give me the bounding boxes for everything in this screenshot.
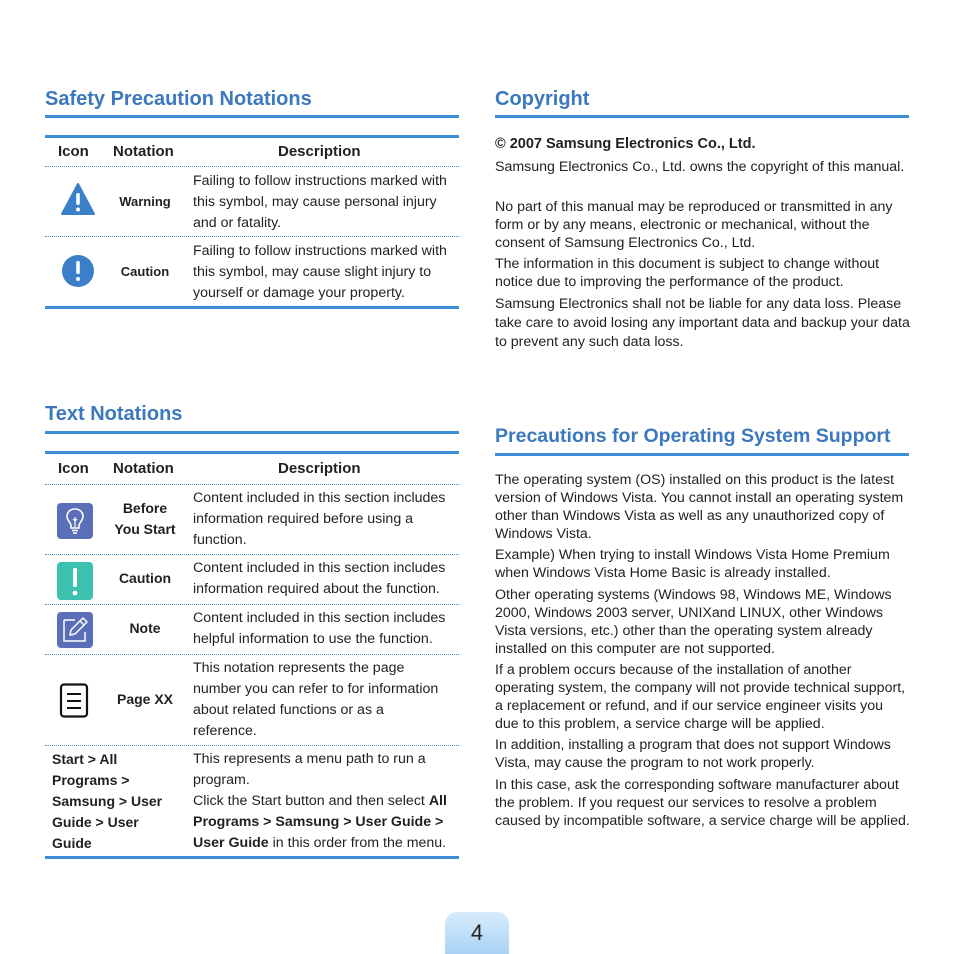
col-header-icon: Icon — [58, 143, 89, 160]
notation-caution-text: Caution — [118, 570, 172, 586]
page-xx-description: This notation represents the page number you can refer to for information about related functions or as a reference. — [193, 660, 439, 739]
notation-warning: Warning — [119, 194, 171, 209]
notation-note: Note — [129, 620, 161, 636]
row-divider — [45, 604, 459, 605]
menu-path-description: This represents a menu path to run a program. Click the Start button and then select All Programs > Samsung > User Guide > User Guide in this order from the menu. — [193, 751, 447, 851]
col-header-icon: Icon — [58, 460, 89, 477]
page-number: 4 — [445, 912, 509, 954]
title-rule — [45, 431, 459, 434]
copyright-heading: © 2007 Samsung Electronics Co., Ltd. — [495, 136, 756, 152]
lightbulb-icon — [57, 503, 93, 539]
warning-description: Failing to follow instructions marked with this symbol, may cause personal injury and or fatality. — [193, 173, 447, 231]
os-paragraph: In this case, ask the corresponding software manufacturer about the problem. If you request our services to resolve a problem caused by incompatible software, a service charge will be applied. — [495, 777, 910, 829]
caution-circle-icon — [61, 254, 95, 288]
os-support-section-title: Precautions for Operating System Support — [495, 425, 891, 447]
table-top-rule — [45, 451, 459, 454]
row-divider — [45, 745, 459, 746]
row-divider — [45, 236, 459, 237]
caution-text-description: Content included in this section includes information required about the function. — [193, 560, 446, 597]
os-paragraph: Example) When trying to install Windows Vista Home Premium when Windows Vista Home Basic is already installed. — [495, 547, 890, 581]
warning-triangle-icon — [61, 183, 95, 215]
note-description: Content included in this section includes helpful information to use the function. — [193, 610, 446, 647]
row-divider — [45, 654, 459, 655]
title-rule — [45, 115, 459, 118]
exclamation-icon — [57, 562, 93, 600]
caution-description: Failing to follow instructions marked with this symbol, may cause slight injury to yourself or damage your property. — [193, 243, 447, 301]
text-notations-title: Text Notations — [45, 403, 183, 425]
table-top-rule — [45, 135, 459, 138]
safety-section-title: Safety Precaution Notations — [45, 88, 312, 110]
col-header-description: Description — [278, 143, 361, 160]
os-paragraph: The operating system (OS) installed on this product is the latest version of Windows Vista. You cannot install an operating system other than Windows Vista as well as any unauthorized copy of Windows Vista. — [495, 472, 904, 542]
notation-menu-path: Start > All Programs > Samsung > User Guide > User Guide — [52, 751, 163, 851]
copyright-paragraph: Samsung Electronics Co., Ltd. owns the copyright of this manual. — [495, 159, 905, 175]
table-bottom-rule — [45, 306, 459, 309]
col-header-notation: Notation — [113, 143, 174, 160]
col-header-notation: Notation — [113, 460, 174, 477]
row-divider — [45, 554, 459, 555]
copyright-paragraph: No part of this manual may be reproduced or transmitted in any form or by any means, electronic or mechanical, without the consent of Samsung Electronics Co., Ltd. — [495, 199, 893, 251]
os-paragraph: If a problem occurs because of the installation of another operating system, the company will not provide technical support, a replacement or refund, and if our service engineer visits you due to this problem, a service charge will be applied. — [495, 662, 906, 732]
copyright-section-title: Copyright — [495, 88, 590, 110]
copyright-paragraph: Samsung Electronics shall not be liable for any data loss. Please take care to avoid losing any important data and backup your data to prevent any such data loss. — [495, 296, 910, 350]
notation-before-you-start: Before You Start — [114, 500, 176, 537]
notation-caution: Caution — [120, 264, 170, 279]
os-paragraph: In addition, installing a program that does not support Windows Vista, may cause the program to not work properly. — [495, 737, 891, 771]
notation-page-xx: Page XX — [116, 691, 174, 707]
col-header-description: Description — [278, 460, 361, 477]
copyright-paragraph: The information in this document is subject to change without notice due to improving the performance of the product. — [495, 256, 880, 290]
before-you-start-description: Content included in this section includes information required before using a function. — [193, 490, 446, 548]
page-icon — [59, 683, 91, 719]
title-rule — [495, 453, 909, 456]
table-bottom-rule — [45, 856, 459, 859]
os-paragraph: Other operating systems (Windows 98, Windows ME, Windows 2000, Windows 2003 server, UNIXand LINUX, other Windows Vista versions, etc.) other than the operating system already installed on this computer are not supported. — [495, 587, 892, 657]
row-divider — [45, 484, 459, 485]
title-rule — [495, 115, 909, 118]
row-divider — [45, 166, 459, 167]
pencil-note-icon — [57, 612, 93, 648]
